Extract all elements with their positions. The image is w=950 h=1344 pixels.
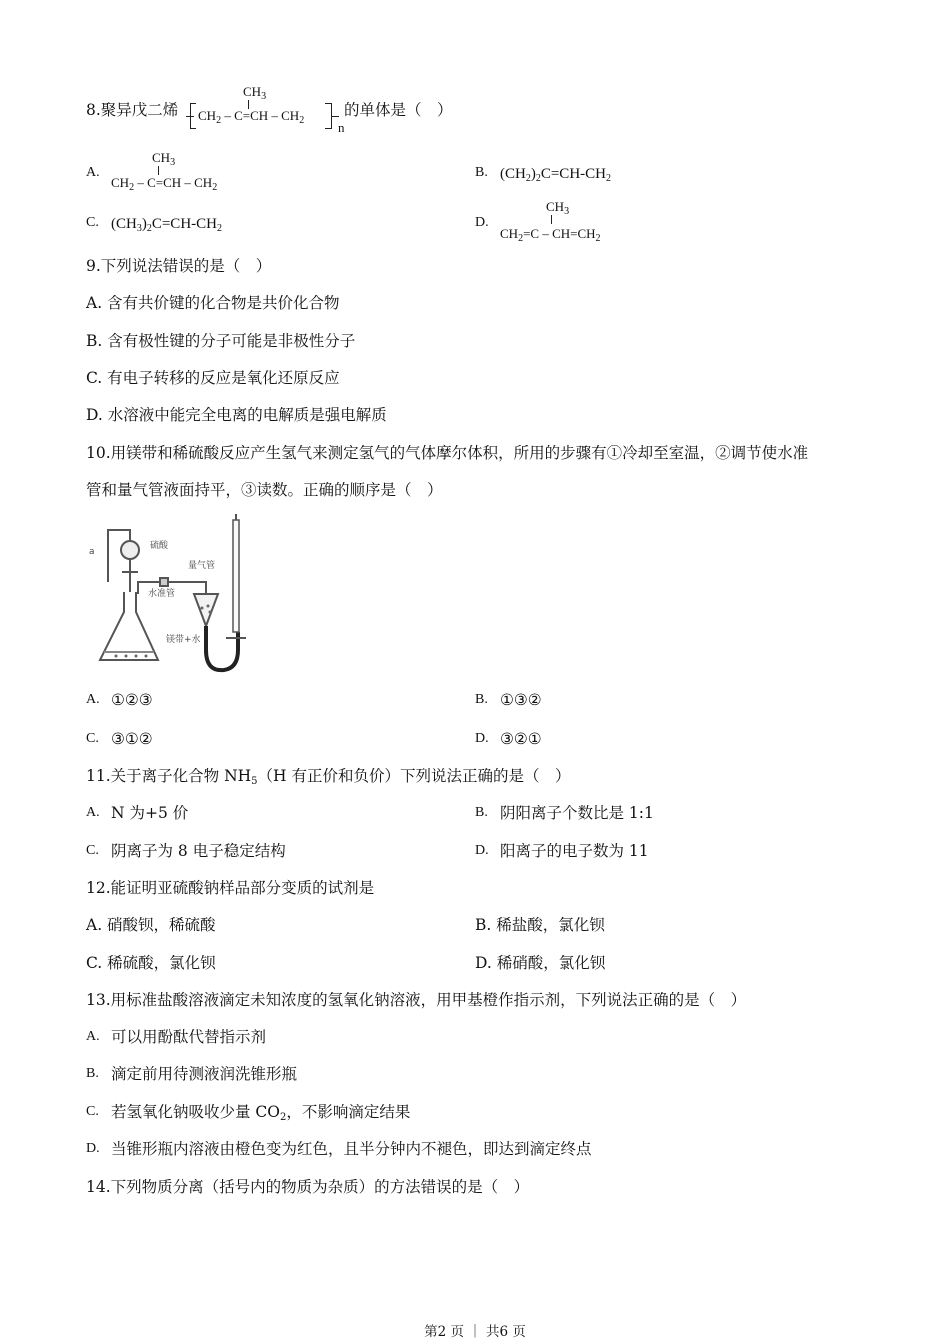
- q11-stem: 11.关于离子化合物 $NH_5(H$ 有正价和负价）下列说法正确的是（ ）: [86, 767, 571, 787]
- q13-option-a-text: 可以用酚酞代替指示剂: [111, 1028, 267, 1046]
- q9-option-a: A. 含有共价键的化合物是共价化合物: [86, 294, 340, 312]
- q10-stem-line2: 管和量气管液面持平，③读数。正确的顺序是（ ）: [86, 481, 443, 499]
- q14-stem: 14.下列物质分离（括号内的物质为杂质）的方法错误的是（ ）: [86, 1178, 530, 1196]
- q10-option-a-label: A.: [86, 692, 100, 707]
- q10-option-d-label: D.: [475, 731, 489, 746]
- q11-option-a-label: A.: [86, 805, 100, 820]
- q11-option-b-text: 阴阳离子个数比是 1:1: [500, 804, 654, 822]
- q8-option-a-label: A.: [86, 165, 100, 180]
- q12-option-c: C. 稀硫酸，氯化钡: [86, 954, 216, 972]
- figure-label-acid: 硫酸: [150, 541, 169, 551]
- q9-option-b: B. 含有极性键的分子可能是非极性分子: [86, 332, 356, 350]
- q10-option-c-label: C.: [86, 731, 99, 746]
- q10-option-d-text: ③②①: [500, 730, 542, 748]
- q8-option-b-formula: $(CH_2)_2C=CH-CH_2$: [500, 166, 611, 184]
- q8-polymer-n: n: [338, 120, 345, 135]
- figure-label-a: a: [89, 547, 95, 557]
- q12-option-d: D. 稀硝酸，氯化钡: [475, 954, 606, 972]
- figure-label-mg: 镁带+水: [166, 635, 201, 645]
- figure-label-gas-tube: 量气管: [188, 561, 216, 571]
- q13-option-c-text: 若氢氧化钠吸收少量 $CO_2$，不影响滴定结果: [111, 1103, 411, 1123]
- q11-option-c-label: C.: [86, 843, 99, 858]
- q8-option-c-formula: $(CH_3)_2C=CH-CH_2$: [111, 216, 222, 234]
- q11-option-b-label: B.: [475, 805, 488, 820]
- q8-polymer-methyl: $CH_3$: [243, 84, 267, 102]
- q13-option-c-label: C.: [86, 1104, 99, 1119]
- q12-stem: 12.能证明亚硫酸钠样品部分变质的试剂是: [86, 879, 375, 897]
- q12-option-b: B. 稀盐酸，氯化钡: [475, 916, 605, 934]
- q9-stem: 9.下列说法错误的是（ ）: [86, 257, 272, 275]
- q13-option-a-label: A.: [86, 1029, 100, 1044]
- q10-option-c-text: ③①②: [111, 730, 153, 748]
- q13-option-d-label: D.: [86, 1141, 100, 1156]
- q13-option-b-text: 滴定前用待测液润洗锥形瓶: [111, 1065, 298, 1083]
- q11-option-c-text: 阴离子为 8 电子稳定结构: [111, 842, 286, 860]
- q8-option-c-label: C.: [86, 215, 99, 230]
- q12-option-a: A. 硝酸钡，稀硫酸: [86, 916, 216, 934]
- q13-option-d-text: 当锥形瓶内溶液由橙色变为红色，且半分钟内不褪色，即达到滴定终点: [111, 1140, 592, 1158]
- q8-option-d-label: D.: [475, 215, 489, 230]
- q8-option-b-label: B.: [475, 165, 488, 180]
- q11-option-a-text: N 为+5 价: [111, 804, 189, 822]
- q9-option-d: D. 水溶液中能完全电离的电解质是强电解质: [86, 406, 387, 424]
- q9-option-c: C. 有电子转移的反应是氧化还原反应: [86, 369, 340, 387]
- q8-stem-suffix: 的单体是（ ）: [344, 101, 453, 119]
- q13-option-b-label: B.: [86, 1066, 99, 1081]
- q8-stem-prefix: 8.聚异戊二烯: [86, 101, 179, 119]
- q10-option-b-label: B.: [475, 692, 488, 707]
- q13-stem: 13.用标准盐酸溶液滴定未知浓度的氢氧化钠溶液，用甲基橙作指示剂，下列说法正确的是（ ）: [86, 991, 747, 1009]
- q11-option-d-text: 阳离子的电子数为 11: [500, 842, 649, 860]
- q10-option-a-text: ①②③: [111, 691, 153, 709]
- page-footer: 第2 页 ｜ 共6 页: [424, 1324, 526, 1340]
- q10-stem-line1: 10.用镁带和稀硫酸反应产生氢气来测定氢气的气体摩尔体积，所用的步骤有①冷却至室温，②调节使水准: [86, 444, 809, 462]
- q11-option-d-label: D.: [475, 843, 489, 858]
- gas-volume-apparatus-figure: [86, 512, 256, 677]
- q10-option-b-text: ①③②: [500, 691, 542, 709]
- figure-label-level-tube: 水准管: [148, 589, 176, 599]
